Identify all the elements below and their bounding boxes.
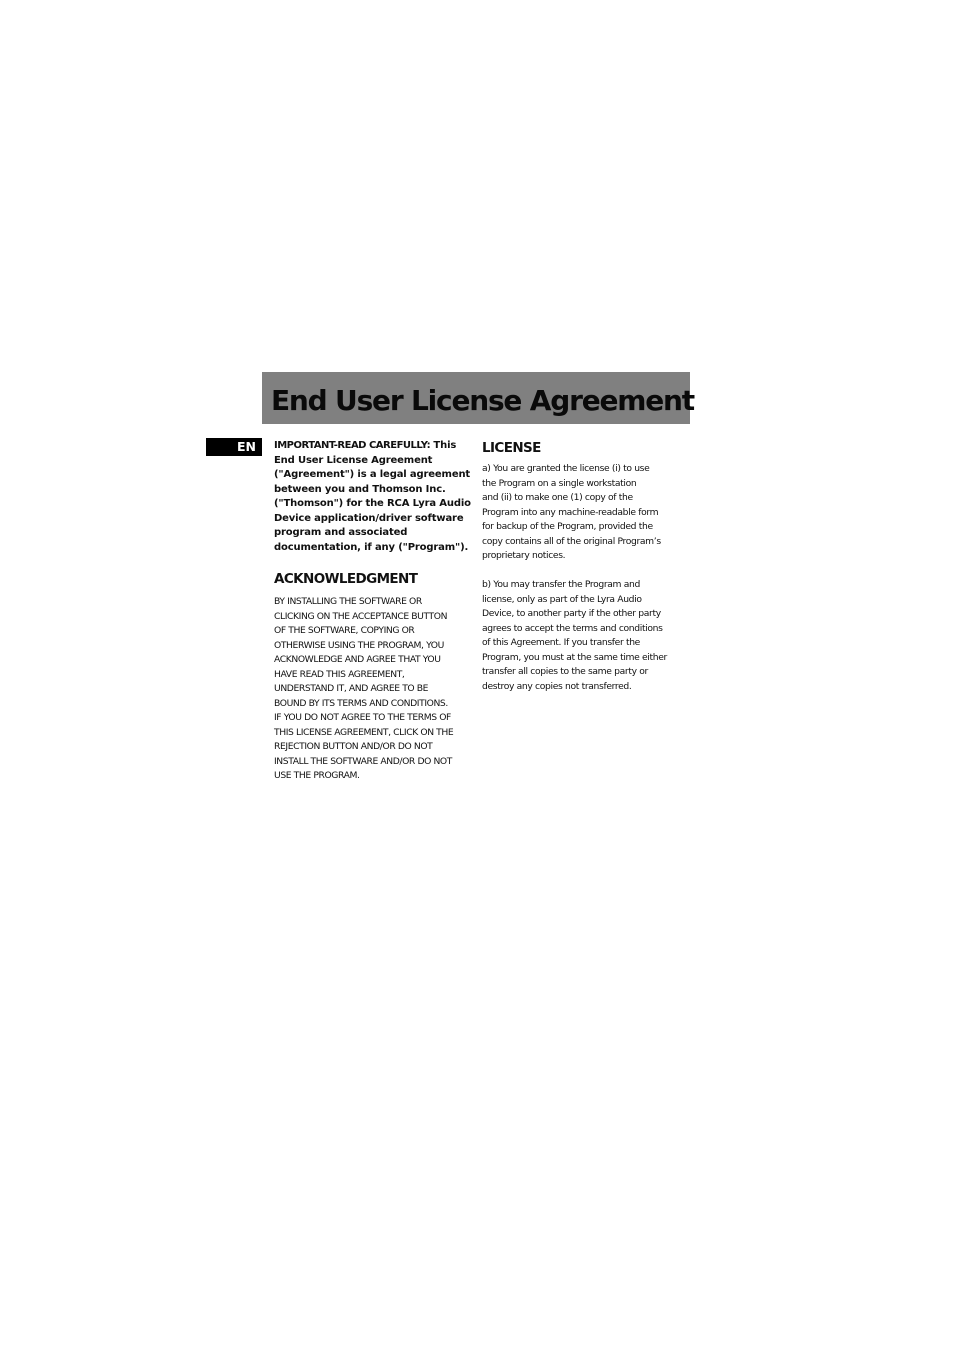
intro-paragraph bbox=[274, 439, 474, 555]
license-paragraph-b: b) You may transfer the Program and license, only as part of the Lyra Audio Device, to another party if the other party agrees to accept the terms and conditions of this Agreement. If you transfer the Program, you must at the same time either transfer all copies to the same party or destroy any copies not transferred. bbox=[482, 579, 667, 692]
acknowledgment-heading: ACKNOWLEDGMENT bbox=[274, 571, 418, 587]
left-column bbox=[274, 439, 474, 784]
title-bar bbox=[262, 372, 694, 424]
intro-body: This End User License Agreement ("Agreement") is a legal agreement between you and Thomson Inc. ("Thomson") for the RCA Lyra Audio Device application/driver software program and associated documentation, if any ("Program"). bbox=[274, 440, 471, 553]
acknowledgment-text: BY INSTALLING THE SOFTWARE OR CLICKING ON THE ACCEPTANCE BUTTON OF THE SOFTWARE, COPYING OR OTHERWISE USING THE PROGRAM, YOU ACKNOWLEDGE AND AGREE THAT YOU HAVE READ THIS AGREEMENT, UNDERSTAND IT, AND AGREE TO BE BOUND BY ITS TERMS AND CONDITIONS. IF YOU DO NOT AGREE TO THE TERMS OF THIS LICENSE AGREEMENT, CLICK ON THE REJECTION BUTTON AND/OR DO NOT INSTALL THE SOFTWARE AND/OR DO NOT USE THE PROGRAM. bbox=[274, 596, 454, 781]
license-heading: LICENSE bbox=[482, 440, 541, 456]
right-column bbox=[482, 439, 682, 694]
language-tab: EN bbox=[206, 438, 262, 456]
page-title: End User License Agreement bbox=[271, 383, 694, 417]
intro-lead: IMPORTANT-READ CAREFULLY: bbox=[274, 440, 431, 451]
license-paragraph-a: a) You are granted the license (i) to use the Program on a single workstation and (ii) to make one (1) copy of the Program into any machine-readable form for backup of the Program, provided the copy contains all of the original Program’s proprietary notices. bbox=[482, 463, 661, 561]
